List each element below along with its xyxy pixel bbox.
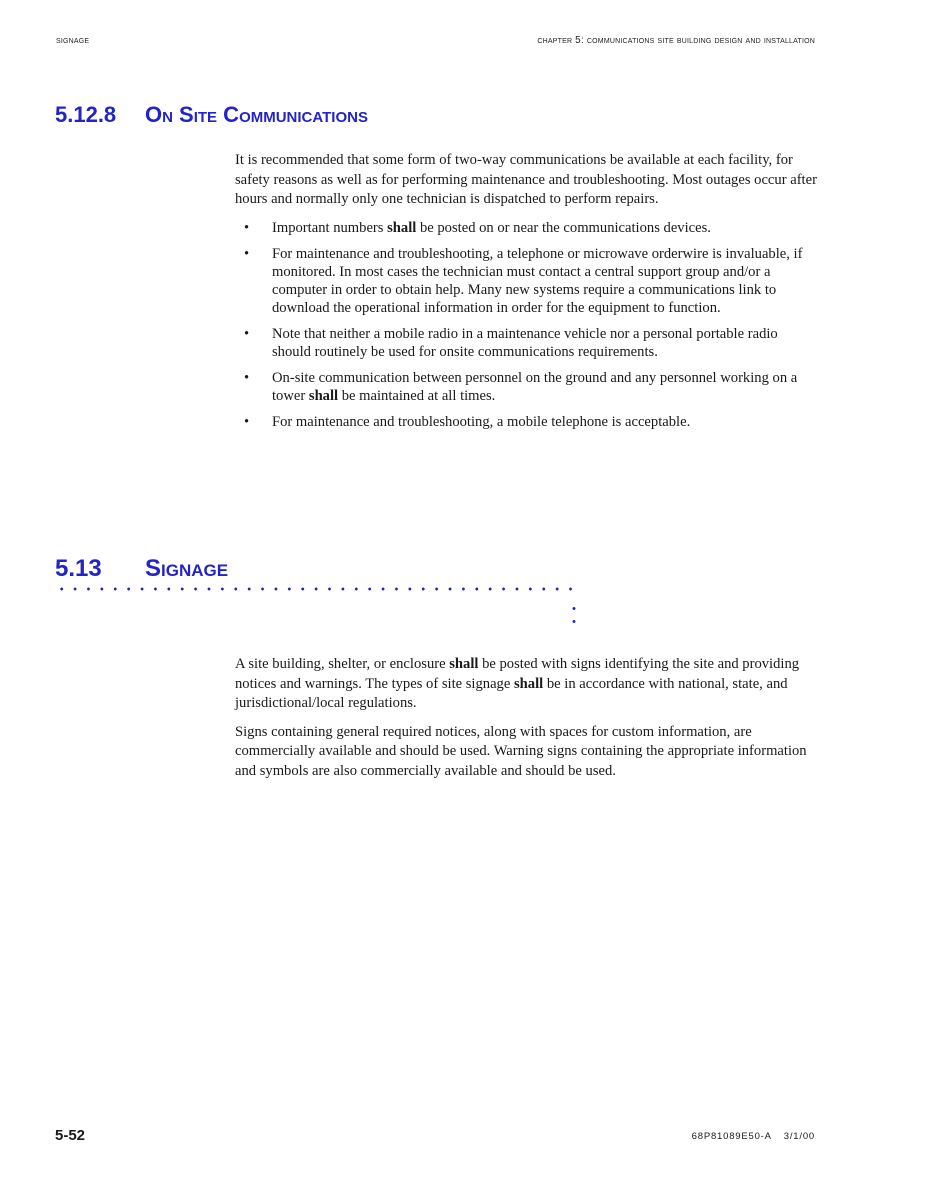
list-item: • Note that neither a mobile radio in a maintenance vehicle nor a personal portable radio should routinely be used for onsite communications requirements. bbox=[235, 325, 820, 361]
section-body-signage bbox=[235, 655, 820, 791]
running-header-section: signage bbox=[56, 35, 90, 46]
dotted-rule-horizontal bbox=[55, 587, 577, 591]
list-item: • For maintenance and troubleshooting, a telephone or microwave orderwire is invaluable, if monitored. In most cases the technician must contact a central support group and/or a computer in order to obtain help. Many new systems require a communications link to download the operational information in order for the equipment to function. bbox=[235, 245, 820, 317]
list-item: • For maintenance and troubleshooting, a mobile telephone is acceptable. bbox=[235, 413, 820, 431]
section-body-on-site-communications bbox=[235, 151, 820, 439]
section-title: Signage bbox=[145, 555, 229, 582]
section-heading-5-13 bbox=[55, 555, 228, 583]
section-heading-5-12-8 bbox=[55, 102, 368, 128]
list-item: • Important numbers shall be posted on or near the communications devices. bbox=[235, 219, 820, 237]
bullet-list bbox=[235, 219, 820, 431]
intro-paragraph: It is recommended that some form of two-way communications be available at each facility, for safety reasons as well as for performing maintenance and troubleshooting. Most outages occur after hours and normally only one technician is dispatched to perform repairs. bbox=[235, 152, 817, 208]
page-number: 5-52 bbox=[55, 1127, 86, 1144]
paragraph: A site building, shelter, or enclosure shall be posted with signs identifying the site and providing notices and warnings. The types of site signage shall be in accordance with national, state, and jurisdictional/local regulations. bbox=[235, 656, 800, 712]
section-number: 5.13 bbox=[55, 555, 102, 582]
dotted-rule-vertical bbox=[572, 602, 576, 628]
list-item: • On-site communication between personnel on the ground and any personnel working on a tower shall be maintained at all times. bbox=[235, 369, 820, 405]
section-title: On Site Communications bbox=[145, 102, 368, 127]
paragraph: Signs containing general required notices, along with spaces for custom information, are commercially available and should be used. Warning signs containing the appropriate information and symbols are also commercially available and should be used. bbox=[235, 723, 807, 779]
section-number: 5.12.8 bbox=[55, 102, 117, 127]
running-header-chapter: chapter 5: communications site building design and installation bbox=[537, 35, 815, 46]
document-id: 68P81089E50-A 3/1/00 bbox=[691, 1131, 815, 1142]
